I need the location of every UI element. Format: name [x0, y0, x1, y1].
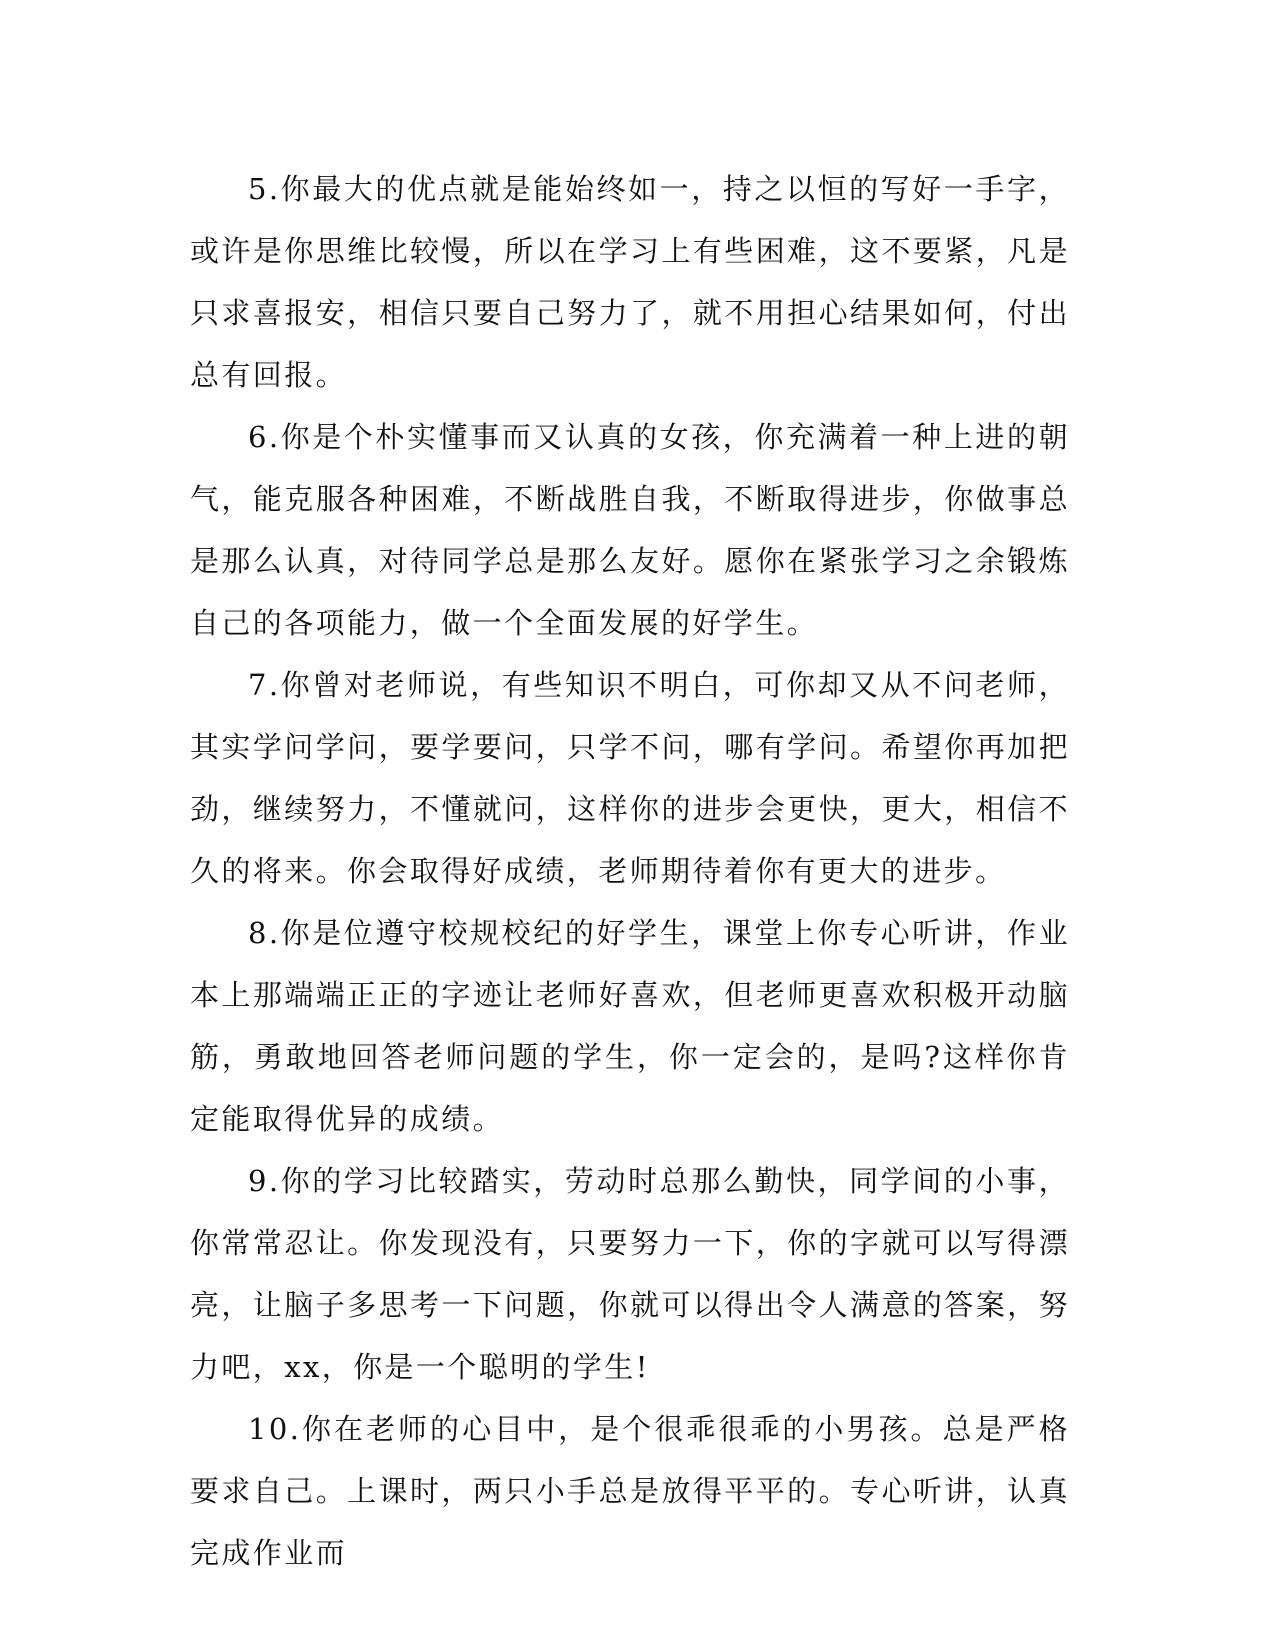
comment-paragraph-7: 7.你曾对老师说，有些知识不明白，可你却又从不问老师，其实学问学问，要学要问，只学不问，哪有学问。希望你再加把劲，继续努力，不懂就问，这样你的进步会更快，更大，相信不久的将来。你会取得好成绩，老师期待着你有更大的进步。: [190, 668, 1070, 888]
comment-paragraph-6: 6.你是个朴实懂事而又认真的女孩，你充满着一种上进的朝气，能克服各种困难，不断战胜自我，不断取得进步，你做事总是那么认真，对待同学总是那么友好。愿你在紧张学习之余锻炼自己的各项能力，做一个全面发展的好学生。: [190, 420, 1070, 640]
comment-paragraph-8: 8.你是位遵守校规校纪的好学生，课堂上你专心听讲，作业本上那端端正正的字迹让老师好喜欢，但老师更喜欢积极开动脑筋，勇敢地回答老师问题的学生，你一定会的，是吗?这样你肯定能取得优异的成绩。: [190, 916, 1070, 1136]
document-body: [190, 158, 1070, 1584]
comment-paragraph-5: 5.你最大的优点就是能始终如一，持之以恒的写好一手字，或许是你思维比较慢，所以在学习上有些困难，这不要紧，凡是只求喜报安，相信只要自己努力了，就不用担心结果如何，付出总有回报。: [190, 172, 1070, 392]
comment-paragraph-9: 9.你的学习比较踏实，劳动时总那么勤快，同学间的小事，你常常忍让。你发现没有，只要努力一下，你的字就可以写得漂亮，让脑子多思考一下问题，你就可以得出令人满意的答案，努力吧，xx，你是一个聪明的学生!: [190, 1164, 1070, 1384]
comment-paragraph-10: 10.你在老师的心目中，是个很乖很乖的小男孩。总是严格要求自己。上课时，两只小手总是放得平平的。专心听讲，认真完成作业而: [190, 1412, 1070, 1570]
